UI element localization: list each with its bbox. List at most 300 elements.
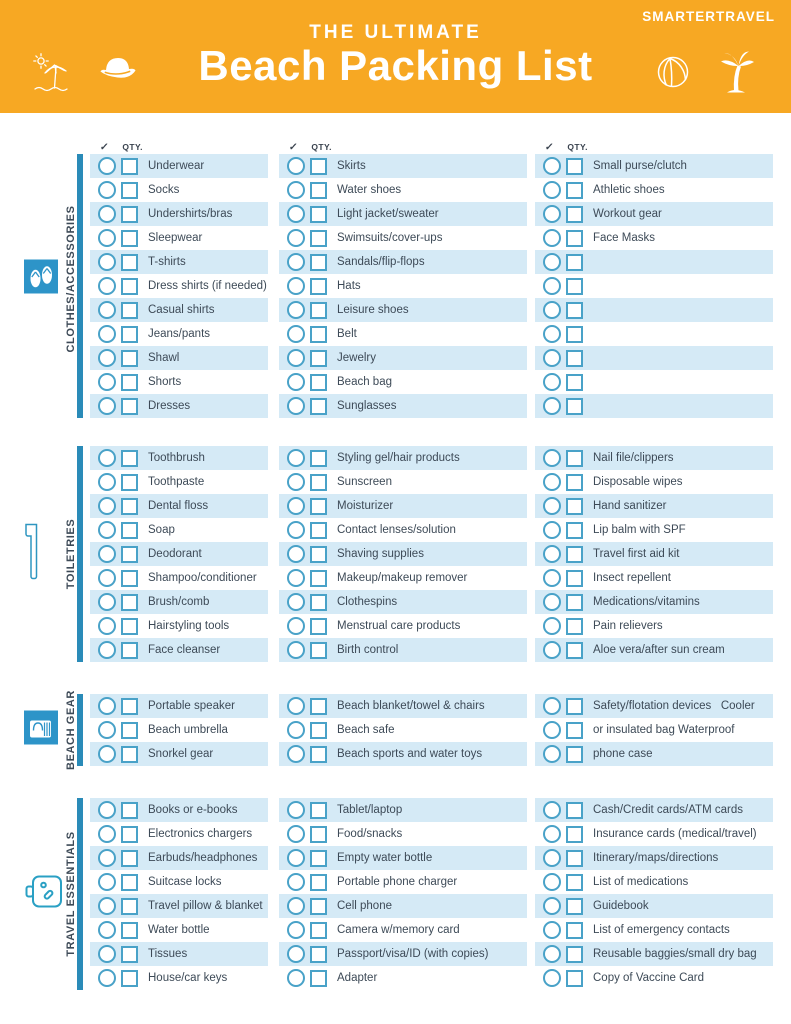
qty-box[interactable] — [121, 302, 138, 319]
qty-box[interactable] — [566, 922, 583, 939]
item-label: Insect repellent — [593, 572, 671, 584]
checklist-row — [90, 918, 268, 942]
check-circle[interactable] — [287, 205, 305, 223]
qty-box[interactable] — [566, 350, 583, 367]
qty-box[interactable] — [121, 850, 138, 867]
checklist-row — [279, 394, 527, 418]
qty-box[interactable] — [566, 570, 583, 587]
item-label: Underwear — [148, 160, 205, 172]
qty-box[interactable] — [121, 498, 138, 515]
check-circle[interactable] — [543, 181, 561, 199]
qty-box[interactable] — [310, 450, 327, 467]
item-label: Toothbrush — [148, 452, 205, 464]
check-circle[interactable] — [543, 721, 561, 739]
check-circle[interactable] — [543, 825, 561, 843]
beach-bag-icon — [24, 711, 58, 750]
qty-box[interactable] — [310, 746, 327, 763]
item-label: Adapter — [337, 972, 378, 984]
checklist-row — [90, 322, 268, 346]
toothbrush-icon — [24, 523, 40, 586]
check-circle[interactable] — [543, 593, 561, 611]
checklist-row — [279, 590, 527, 614]
qty-box[interactable] — [566, 850, 583, 867]
checklist-row — [535, 154, 773, 178]
checklist-row — [279, 178, 527, 202]
item-label: Lip balm with SPF — [593, 524, 686, 536]
check-circle[interactable] — [98, 969, 116, 987]
qty-box[interactable] — [310, 522, 327, 539]
check-circle[interactable] — [98, 569, 116, 587]
check-circle[interactable] — [98, 897, 116, 915]
checklist-row — [535, 614, 773, 638]
check-circle[interactable] — [98, 641, 116, 659]
qty-box[interactable] — [310, 922, 327, 939]
check-circle[interactable] — [543, 473, 561, 491]
qty-box[interactable] — [566, 898, 583, 915]
qty-box[interactable] — [121, 802, 138, 819]
checklist-column — [279, 446, 527, 662]
item-label: Contact lenses/solution — [337, 524, 456, 536]
item-label: Insurance cards (medical/travel) — [593, 828, 757, 840]
qty-box[interactable] — [310, 570, 327, 587]
check-circle[interactable] — [98, 181, 116, 199]
check-circle[interactable] — [543, 449, 561, 467]
checklist-row — [279, 542, 527, 566]
section-label: TRAVEL ESSENTIALS — [65, 831, 77, 957]
qty-box[interactable] — [310, 230, 327, 247]
item-label: Earbuds/headphones — [148, 852, 258, 864]
check-header-icon: ✓ — [544, 141, 555, 153]
qty-box[interactable] — [566, 642, 583, 659]
checklist-row — [90, 566, 268, 590]
check-circle[interactable] — [543, 301, 561, 319]
check-circle[interactable] — [543, 641, 561, 659]
qty-box[interactable] — [121, 898, 138, 915]
qty-box[interactable] — [121, 874, 138, 891]
qty-box[interactable] — [310, 278, 327, 295]
qty-box[interactable] — [310, 642, 327, 659]
qty-box[interactable] — [566, 230, 583, 247]
section-label: TOILETRIES — [65, 518, 77, 590]
qty-box[interactable] — [310, 970, 327, 987]
check-circle[interactable] — [98, 745, 116, 763]
qty-box[interactable] — [566, 498, 583, 515]
item-label: Socks — [148, 184, 180, 196]
qty-box[interactable] — [121, 182, 138, 199]
qty-box[interactable] — [310, 374, 327, 391]
item-label: Empty water bottle — [337, 852, 433, 864]
qty-box[interactable] — [121, 946, 138, 963]
item-label: Travel pillow & blanket — [148, 900, 263, 912]
check-circle[interactable] — [98, 849, 116, 867]
check-circle[interactable] — [287, 349, 305, 367]
item-label: Face cleanser — [148, 644, 221, 656]
qty-box[interactable] — [566, 618, 583, 635]
check-circle[interactable] — [287, 397, 305, 415]
check-circle[interactable] — [287, 569, 305, 587]
checklist-column — [535, 798, 773, 990]
check-circle[interactable] — [98, 349, 116, 367]
check-circle[interactable] — [98, 945, 116, 963]
qty-box[interactable] — [310, 874, 327, 891]
checklist-column — [90, 140, 268, 418]
qty-box[interactable] — [566, 546, 583, 563]
check-circle[interactable] — [98, 617, 116, 635]
check-circle[interactable] — [98, 497, 116, 515]
check-circle[interactable] — [98, 721, 116, 739]
check-circle[interactable] — [98, 521, 116, 539]
check-circle[interactable] — [543, 205, 561, 223]
qty-box[interactable] — [121, 722, 138, 739]
checklist-row — [535, 274, 773, 298]
item-label: Beach safe — [337, 724, 395, 736]
qty-box[interactable] — [121, 254, 138, 271]
item-label: Menstrual care products — [337, 620, 461, 632]
checklist-row — [90, 178, 268, 202]
qty-box[interactable] — [566, 326, 583, 343]
section-accent-bar — [77, 694, 83, 766]
check-circle[interactable] — [543, 617, 561, 635]
check-circle[interactable] — [98, 373, 116, 391]
qty-box[interactable] — [566, 474, 583, 491]
section-toiletries — [0, 446, 791, 662]
checklist-row — [535, 638, 773, 662]
item-label: Sleepwear — [148, 232, 203, 244]
check-circle[interactable] — [287, 593, 305, 611]
check-circle[interactable] — [543, 801, 561, 819]
item-label: Workout gear — [593, 208, 662, 220]
checklist-row — [279, 494, 527, 518]
check-circle[interactable] — [543, 897, 561, 915]
checklist-column — [90, 798, 268, 990]
item-label: Shaving supplies — [337, 548, 424, 560]
qty-box[interactable] — [310, 546, 327, 563]
qty-box[interactable] — [121, 570, 138, 587]
qty-box[interactable] — [121, 594, 138, 611]
checklist-row — [90, 250, 268, 274]
check-circle[interactable] — [98, 545, 116, 563]
checklist-row — [90, 202, 268, 226]
qty-box[interactable] — [310, 594, 327, 611]
section-accent-bar — [77, 446, 83, 662]
checklist-row — [279, 370, 527, 394]
checklist-row — [279, 154, 527, 178]
section-columns — [90, 446, 791, 662]
check-circle[interactable] — [287, 545, 305, 563]
check-circle[interactable] — [98, 873, 116, 891]
check-circle[interactable] — [543, 745, 561, 763]
qty-box[interactable] — [310, 802, 327, 819]
item-label: Travel first aid kit — [593, 548, 680, 560]
item-label: Portable speaker — [148, 700, 235, 712]
check-circle[interactable] — [543, 521, 561, 539]
qty-box[interactable] — [310, 326, 327, 343]
qty-box[interactable] — [310, 350, 327, 367]
check-circle[interactable] — [287, 921, 305, 939]
check-circle[interactable] — [287, 697, 305, 715]
checklist-row — [90, 226, 268, 250]
qty-box[interactable] — [310, 898, 327, 915]
qty-box[interactable] — [566, 278, 583, 295]
item-label: Leisure shoes — [337, 304, 409, 316]
qty-box[interactable] — [566, 594, 583, 611]
qty-box[interactable] — [121, 206, 138, 223]
checklist-row — [279, 846, 527, 870]
checklist-row — [90, 298, 268, 322]
qty-box[interactable] — [121, 970, 138, 987]
check-circle[interactable] — [98, 301, 116, 319]
qty-box[interactable] — [566, 746, 583, 763]
column-header — [279, 140, 527, 154]
qty-box[interactable] — [121, 398, 138, 415]
qty-box[interactable] — [121, 474, 138, 491]
check-circle[interactable] — [287, 277, 305, 295]
check-circle[interactable] — [287, 945, 305, 963]
qty-box[interactable] — [310, 826, 327, 843]
check-circle[interactable] — [98, 697, 116, 715]
item-label: House/car keys — [148, 972, 228, 984]
checklist-row — [279, 942, 527, 966]
check-circle[interactable] — [98, 801, 116, 819]
checklist-row — [90, 154, 268, 178]
item-label: List of emergency contacts — [593, 924, 730, 936]
check-circle[interactable] — [543, 969, 561, 987]
item-label: Casual shirts — [148, 304, 215, 316]
checklist-row — [90, 394, 268, 418]
item-label: Itinerary/maps/directions — [593, 852, 719, 864]
checklist-row — [535, 966, 773, 990]
check-circle[interactable] — [98, 205, 116, 223]
qty-box[interactable] — [566, 450, 583, 467]
qty-box[interactable] — [121, 618, 138, 635]
qty-box[interactable] — [566, 302, 583, 319]
qty-box[interactable] — [310, 474, 327, 491]
check-circle[interactable] — [287, 373, 305, 391]
checklist-row — [90, 694, 268, 718]
check-circle[interactable] — [98, 921, 116, 939]
check-circle[interactable] — [287, 801, 305, 819]
item-label: Birth control — [337, 644, 399, 656]
checklist-row — [90, 470, 268, 494]
qty-box[interactable] — [121, 922, 138, 939]
check-circle[interactable] — [287, 641, 305, 659]
column-header — [535, 140, 773, 154]
check-circle[interactable] — [543, 497, 561, 515]
check-circle[interactable] — [543, 349, 561, 367]
qty-box[interactable] — [121, 278, 138, 295]
item-label: Brush/comb — [148, 596, 210, 608]
check-circle[interactable] — [287, 181, 305, 199]
check-circle[interactable] — [98, 473, 116, 491]
qty-box[interactable] — [566, 826, 583, 843]
item-label: Light jacket/sweater — [337, 208, 439, 220]
item-label: Guidebook — [593, 900, 649, 912]
check-circle[interactable] — [98, 157, 116, 175]
checklist-row — [279, 870, 527, 894]
checklist-row — [535, 202, 773, 226]
checklist-row — [535, 590, 773, 614]
checklist-row — [90, 274, 268, 298]
check-circle[interactable] — [543, 373, 561, 391]
check-circle[interactable] — [543, 277, 561, 295]
page-header — [0, 0, 791, 113]
check-circle[interactable] — [543, 697, 561, 715]
item-label: Suitcase locks — [148, 876, 222, 888]
check-circle[interactable] — [287, 253, 305, 271]
check-circle[interactable] — [287, 745, 305, 763]
item-label: Deodorant — [148, 548, 202, 560]
flip-flops-icon — [24, 260, 58, 299]
check-circle[interactable] — [287, 721, 305, 739]
checklist-column — [279, 140, 527, 418]
qty-box[interactable] — [121, 450, 138, 467]
check-circle[interactable] — [287, 497, 305, 515]
check-circle[interactable] — [98, 397, 116, 415]
check-circle[interactable] — [543, 325, 561, 343]
palm-tree-icon — [720, 49, 754, 95]
qty-box[interactable] — [566, 398, 583, 415]
check-circle[interactable] — [287, 473, 305, 491]
checklist-row — [90, 614, 268, 638]
item-label: Cash/Credit cards/ATM cards — [593, 804, 743, 816]
item-label: Dental floss — [148, 500, 209, 512]
qty-box[interactable] — [121, 158, 138, 175]
qty-box[interactable] — [121, 230, 138, 247]
beach-ball-icon — [655, 54, 691, 90]
item-label: Food/snacks — [337, 828, 403, 840]
item-label: Face Masks — [593, 232, 655, 244]
qty-box[interactable] — [566, 254, 583, 271]
qty-box[interactable] — [310, 254, 327, 271]
qty-box[interactable] — [121, 522, 138, 539]
check-circle[interactable] — [543, 253, 561, 271]
check-circle[interactable] — [287, 521, 305, 539]
checklist-row — [279, 346, 527, 370]
checklist-row — [279, 718, 527, 742]
checklist-row — [90, 894, 268, 918]
item-label: Shorts — [148, 376, 182, 388]
qty-box[interactable] — [566, 182, 583, 199]
item-label: Skirts — [337, 160, 366, 172]
qty-box[interactable] — [121, 826, 138, 843]
qty-box[interactable] — [566, 698, 583, 715]
qty-box[interactable] — [566, 722, 583, 739]
checklist-row — [90, 942, 268, 966]
qty-box[interactable] — [310, 722, 327, 739]
qty-box[interactable] — [310, 206, 327, 223]
header-kicker: THE ULTIMATE — [309, 22, 482, 43]
check-circle[interactable] — [98, 449, 116, 467]
check-circle[interactable] — [98, 825, 116, 843]
checklist-row — [90, 446, 268, 470]
check-circle[interactable] — [287, 873, 305, 891]
check-circle[interactable] — [287, 449, 305, 467]
qty-box[interactable] — [310, 302, 327, 319]
check-circle[interactable] — [543, 397, 561, 415]
checklist-row — [90, 542, 268, 566]
item-label: List of medications — [593, 876, 689, 888]
check-circle[interactable] — [543, 873, 561, 891]
qty-box[interactable] — [310, 618, 327, 635]
check-circle[interactable] — [287, 617, 305, 635]
qty-box[interactable] — [566, 946, 583, 963]
checklist-row — [279, 614, 527, 638]
check-circle[interactable] — [287, 157, 305, 175]
check-circle[interactable] — [287, 969, 305, 987]
check-circle[interactable] — [543, 545, 561, 563]
checklist-row — [279, 518, 527, 542]
checklist-row — [90, 370, 268, 394]
check-circle[interactable] — [287, 897, 305, 915]
checklist-row — [279, 742, 527, 766]
check-circle[interactable] — [287, 825, 305, 843]
qty-box[interactable] — [121, 698, 138, 715]
qty-box[interactable] — [121, 642, 138, 659]
checklist-column — [279, 798, 527, 990]
item-label: Makeup/makeup remover — [337, 572, 468, 584]
qty-box[interactable] — [566, 374, 583, 391]
qty-box[interactable] — [566, 970, 583, 987]
item-label: Clothespins — [337, 596, 398, 608]
qty-box[interactable] — [310, 850, 327, 867]
check-circle[interactable] — [287, 325, 305, 343]
qty-box[interactable] — [121, 350, 138, 367]
item-label: T-shirts — [148, 256, 186, 268]
qty-box[interactable] — [310, 182, 327, 199]
qty-box[interactable] — [310, 946, 327, 963]
check-circle[interactable] — [287, 849, 305, 867]
section-columns — [90, 798, 791, 990]
check-circle[interactable] — [98, 593, 116, 611]
qty-box[interactable] — [310, 698, 327, 715]
check-circle[interactable] — [543, 229, 561, 247]
checklist-row — [535, 718, 773, 742]
check-circle[interactable] — [98, 325, 116, 343]
qty-box[interactable] — [566, 206, 583, 223]
item-label: Hats — [337, 280, 361, 292]
check-circle[interactable] — [98, 253, 116, 271]
check-circle[interactable] — [543, 849, 561, 867]
item-label: Dress shirts (if needed) — [148, 280, 267, 292]
qty-box[interactable] — [566, 158, 583, 175]
qty-box[interactable] — [566, 522, 583, 539]
checklist-row — [535, 846, 773, 870]
qty-box[interactable] — [310, 398, 327, 415]
qty-box[interactable] — [566, 874, 583, 891]
check-circle[interactable] — [98, 229, 116, 247]
qty-box[interactable] — [566, 802, 583, 819]
check-circle[interactable] — [543, 945, 561, 963]
qty-box[interactable] — [310, 498, 327, 515]
checklist-row — [535, 542, 773, 566]
check-circle[interactable] — [543, 157, 561, 175]
qty-box[interactable] — [121, 746, 138, 763]
item-label: Portable phone charger — [337, 876, 458, 888]
check-circle[interactable] — [543, 921, 561, 939]
checklist-row — [90, 870, 268, 894]
qty-box[interactable] — [121, 326, 138, 343]
checklist-row — [90, 742, 268, 766]
item-label: Beach blanket/towel & chairs — [337, 700, 485, 712]
check-circle[interactable] — [98, 277, 116, 295]
qty-box[interactable] — [121, 374, 138, 391]
check-circle[interactable] — [543, 569, 561, 587]
check-circle[interactable] — [287, 229, 305, 247]
qty-box[interactable] — [310, 158, 327, 175]
qty-box[interactable] — [121, 546, 138, 563]
section-columns — [90, 694, 791, 766]
check-circle[interactable] — [287, 301, 305, 319]
